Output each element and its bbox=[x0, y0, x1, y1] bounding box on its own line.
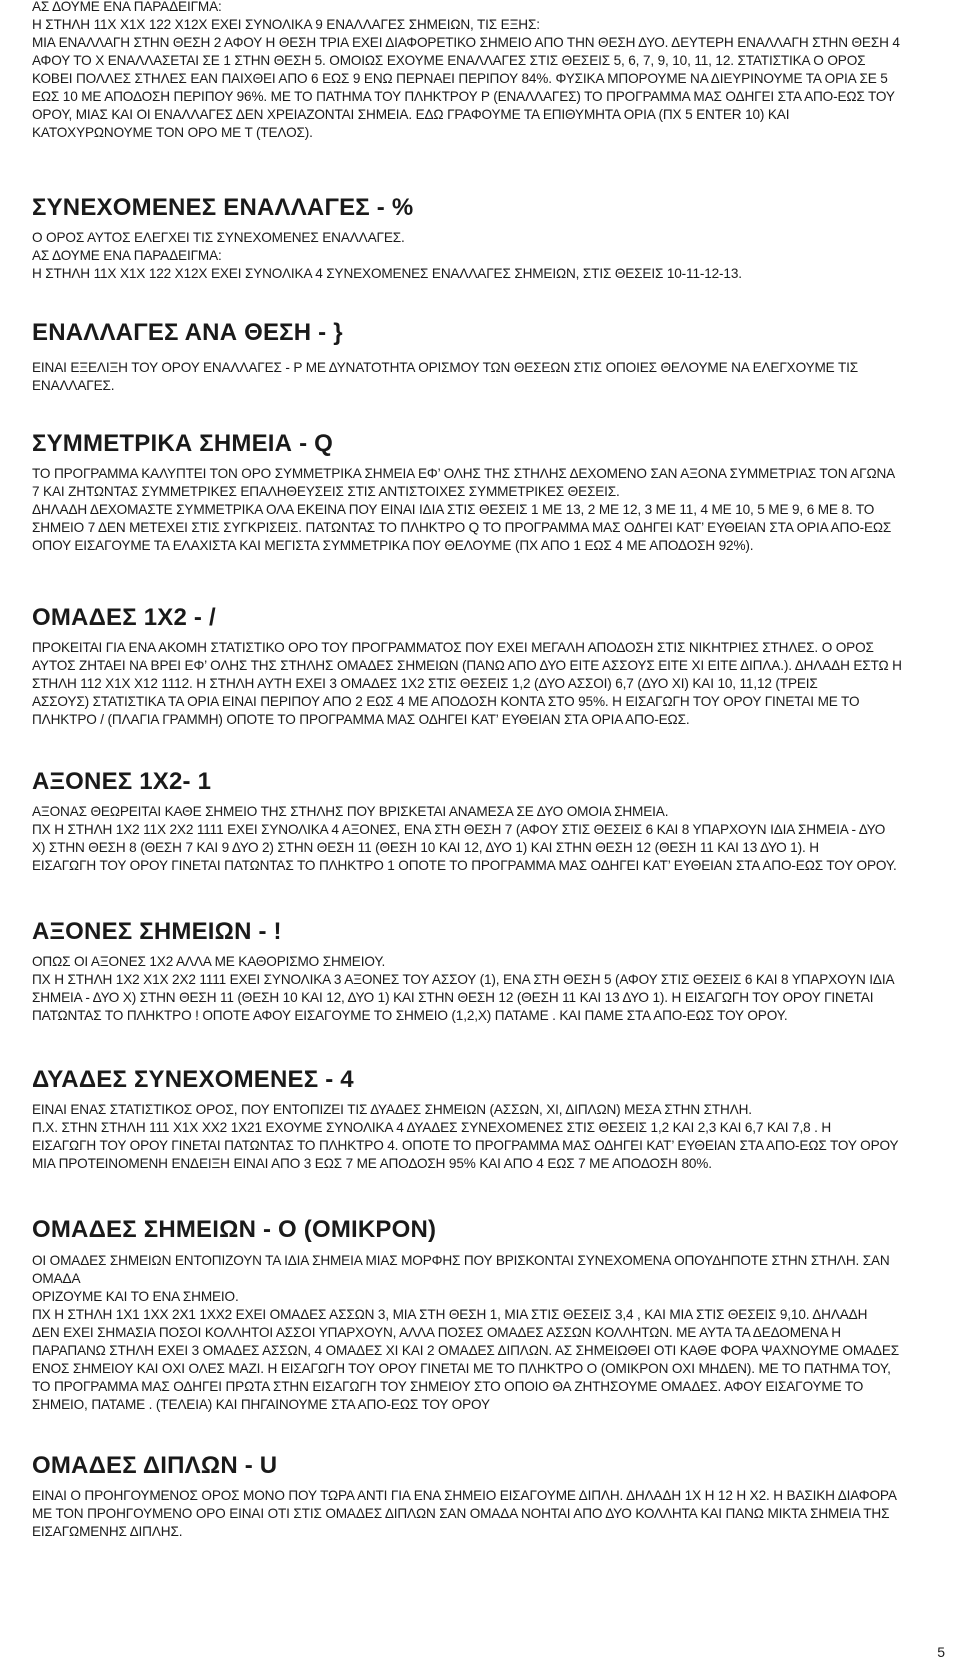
section-body-groups-1x2: ΠΡΟΚΕΙΤΑΙ ΓΙΑ ΕΝΑ ΑΚΟΜΗ ΣΤΑΤΙΣΤΙΚΟ ΟΡΟ ΤΟΥ ΠΡΟΓΡΑΜΜΑΤΟΣ ΠΟΥ ΕΧΕΙ ΜΕΓΑΛΗ ΑΠΟΔΟΣΗ ΣΤΙΣ ΝΙΚΗΤΡΙΕΣ ΣΤΗΛΕΣ. Ο ΟΡΟΣ ΑΥΤΟΣ ΖΗΤΑΕΙ ΝΑ ΒΡΕΙ ΕΦ’ ΟΛΗΣ ΤΗΣ ΣΤΗΛΗΣ ΟΜΑΔΕΣ ΣΗΜΕΙΩΝ (ΠΑΝΩ ΑΠΟ ΔΥΟ ΕΙΤΕ ΑΣΣΟΥΣ ΕΙΤΕ ΧΙ ΕΙΤΕ ΔΙΠΛΑ.). ΔΗΛΑΔΗ ΕΣΤΩ Η ΣΤΗΛΗ 112 Χ1Χ Χ12 1112. Η ΣΤΗΛΗ ΑΥΤΗ ΕΧΕΙ 3 ΟΜΑΔΕΣ 1Χ2 ΣΤΙΣ ΘΕΣΕΙΣ 1,2 (ΔΥΟ ΑΣΣΟΙ) 6,7 (ΔΥΟ ΧΙ) ΚΑΙ 10, 11,12 (ΤΡΕΙΣ ΑΣΣΟΥΣ) ΣΤΑΤΙΣΤΙΚΑ ΤΑ ΟΡΙΑ ΕΙΝΑΙ ΠΕΡΙΠΟΥ ΑΠΟ 2 ΕΩΣ 4 ΜΕ ΑΠΟΔΟΣΗ ΚΟΝΤΑ ΣΤΟ 95%. Η ΕΙΣΑΓΩΓΗ ΤΟΥ ΟΡΟΥ ΓΙΝΕΤΑΙ ΜΕ ΤΟ ΠΛΗΚΤΡΟ / (ΠΛΑΓΙΑ ΓΡΑΜΜΗ) ΟΠΟΤΕ ΤΟ ΠΡΟΓΡΑΜΜΑ ΜΑΣ ΟΔΗΓΕΙ ΚΑΤ’ ΕΥΘΕΙΑΝ ΣΤΑ ΟΡΙΑ ΑΠΟ-ΕΩΣ. bbox=[32, 640, 902, 727]
section-body-sign-axes: ΟΠΩΣ ΟΙ ΑΞΟΝΕΣ 1Χ2 ΑΛΛΑ ΜΕ ΚΑΘΟΡΙΣΜΟ ΣΗΜΕΙΟΥ. ΠΧ Η ΣΤΗΛΗ 1Χ2 Χ1Χ 2Χ2 1111 ΕΧΕΙ ΣΥΝΟΛΙΚΑ 3 ΑΞΟΝΕΣ ΤΟΥ ΑΣΣΟΥ (1), ΕΝΑ ΣΤΗ ΘΕΣΗ 5 (ΑΦΟΥ ΣΤΙΣ ΘΕΣΕΙΣ 6 ΚΑΙ 8 ΥΠΑΡΧΟΥΝ ΙΔΙΑ ΣΗΜΕΙΑ - ΔΥΟ Χ) ΣΤΗΝ ΘΕΣΗ 11 (ΘΕΣΗ 10 ΚΑΙ 12, ΔΥΟ 1) ΚΑΙ ΣΤΗΝ ΘΕΣΗ 12 (ΘΕΣΗ 11 ΚΑΙ 13 ΔΥΟ 1). Η ΕΙΣΑΓΩΓΗ ΤΟΥ ΟΡΟΥ ΓΙΝΕΤΑΙ ΠΑΤΩΝΤΑΣ ΤΟ ΠΛΗΚΤΡΟ ! ΟΠΟΤΕ ΑΦΟΥ ΕΙΣΑΓΟΥΜΕ ΤΟ ΣΗΜΕΙΟ (1,2,Χ) ΠΑΤΑΜΕ . ΚΑΙ ΠΑΜΕ ΣΤΑ ΑΠΟ-ΕΩΣ ΤΟΥ ΟΡΟΥ. bbox=[32, 954, 895, 1023]
page-number: 5 bbox=[937, 1644, 945, 1660]
section-heading-symmetric-signs: ΣΥΜΜΕΤΡΙΚΑ ΣΗΜΕΙΑ - Q bbox=[32, 430, 334, 457]
section-heading-continuous-alternations: ΣΥΝΕΧΟΜΕΝΕΣ ΕΝΑΛΛΑΓΕΣ - % bbox=[32, 194, 414, 221]
section-heading-alternations-per-position: ΕΝΑΛΛΑΓΕΣ ΑΝΑ ΘΕΣΗ - } bbox=[32, 319, 343, 346]
section-body-consecutive-pairs: ΕΙΝΑΙ ΕΝΑΣ ΣΤΑΤΙΣΤΙΚΟΣ ΟΡΟΣ, ΠΟΥ ΕΝΤΟΠΙΖΕΙ ΤΙΣ ΔΥΑΔΕΣ ΣΗΜΕΙΩΝ (ΑΣΣΩΝ, ΧΙ, ΔΙΠΛΩΝ) ΜΕΣΑ ΣΤΗΝ ΣΤΗΛΗ. Π.Χ. ΣΤΗΝ ΣΤΗΛΗ 111 Χ1Χ ΧΧ2 1Χ21 ΕΧΟΥΜΕ ΣΥΝΟΛΙΚΑ 4 ΔΥΑΔΕΣ ΣΥΝΕΧΟΜΕΝΕΣ ΣΤΙΣ ΘΕΣΕΙΣ 1,2 ΚΑΙ 2,3 ΚΑΙ 6,7 ΚΑΙ 7,8 . Η ΕΙΣΑΓΩΓΗ ΤΟΥ ΟΡΟΥ ΓΙΝΕΤΑΙ ΠΑΤΩΝΤΑΣ ΤΟ ΠΛΗΚΤΡΟ 4. ΟΠΟΤΕ ΤΟ ΠΡΟΓΡΑΜΜΑ ΜΑΣ ΟΔΗΓΕΙ ΚΑΤ’ ΕΥΘΕΙΑΝ ΣΤΑ ΑΠΟ-ΕΩΣ ΤΟΥ ΟΡΟΥ ΜΙΑ ΠΡΟΤΕΙΝΟΜΕΝΗ ΕΝΔΕΙΞΗ ΕΙΝΑΙ ΑΠΟ 3 ΕΩΣ 7 ΜΕ ΑΠΟΔΟΣΗ 95% ΚΑΙ ΑΠΟ 4 ΕΩΣ 7 ΜΕ ΑΠΟΔΟΣΗ 80%. bbox=[32, 1102, 899, 1171]
section-body-symmetric-signs: ΤΟ ΠΡΟΓΡΑΜΜΑ ΚΑΛΥΠΤΕΙ ΤΟΝ ΟΡΟ ΣΥΜΜΕΤΡΙΚΑ ΣΗΜΕΙΑ ΕΦ’ ΟΛΗΣ ΤΗΣ ΣΤΗΛΗΣ ΔΕΧΟΜΕΝΟ ΣΑΝ ΑΞΟΝΑ ΣΥΜΜΕΤΡΙΑΣ ΤΟΝ ΑΓΩΝΑ 7 ΚΑΙ ΖΗΤΩΝΤΑΣ ΣΥΜΜΕΤΡΙΚΕΣ ΕΠΑΛΗΘΕΥΣΕΙΣ ΣΤΙΣ ΑΝΤΙΣΤΟΙΧΕΣ ΣΥΜΜΕΤΡΙΚΕΣ ΘΕΣΕΙΣ. ΔΗΛΑΔΗ ΔΕΧΟΜΑΣΤΕ ΣΥΜΜΕΤΡΙΚΑ ΟΛΑ ΕΚΕΙΝΑ ΠΟΥ ΕΙΝΑΙ ΙΔΙΑ ΣΤΙΣ ΘΕΣΕΙΣ 1 ΜΕ 13, 2 ΜΕ 12, 3 ΜΕ 11, 4 ΜΕ 10, 5 ΜΕ 9, 6 ΜΕ 8. ΤΟ ΣΗΜΕΙΟ 7 ΔΕΝ ΜΕΤΕΧΕΙ ΣΤΙΣ ΣΥΓΚΡΙΣΕΙΣ. ΠΑΤΩΝΤΑΣ ΤΟ ΠΛΗΚΤΡΟ Q ΤΟ ΠΡΟΓΡΑΜΜΑ ΜΑΣ ΟΔΗΓΕΙ ΚΑΤ’ ΕΥΘΕΙΑΝ ΣΤΑ ΟΡΙΑ ΑΠΟ-ΕΩΣ ΟΠΟΥ ΕΙΣΑΓΟΥΜΕ ΤΑ ΕΛΑΧΙΣΤΑ ΚΑΙ ΜΕΓΙΣΤΑ ΣΥΜΜΕΤΡΙΚΑ ΠΟΥ ΘΕΛΟΥΜΕ (ΠΧ ΑΠΟ 1 ΕΩΣ 4 ΜΕ ΑΠΟΔΟΣΗ 92%). bbox=[32, 466, 896, 553]
intro-paragraph: ΑΣ ΔΟΥΜΕ ΕΝΑ ΠΑΡΑΔΕΙΓΜΑ: Η ΣΤΗΛΗ 11Χ Χ1Χ 122 Χ12Χ ΕΧΕΙ ΣΥΝΟΛΙΚΑ 9 ΕΝΑΛΛΑΓΕΣ ΣΗΜΕΙΩΝ, ΤΙΣ ΕΞΗΣ: ΜΙΑ ΕΝΑΛΛΑΓΗ ΣΤΗΝ ΘΕΣΗ 2 ΑΦΟΥ Η ΘΕΣΗ ΤΡΙΑ ΕΧΕΙ ΔΙΑΦΟΡΕΤΙΚΟ ΣΗΜΕΙΟ ΑΠΟ ΤΗΝ ΘΕΣΗ ΔΥΟ. ΔΕΥΤΕΡΗ ΕΝΑΛΛΑΓΗ ΣΤΗΝ ΘΕΣΗ 4 ΑΦΟΥ ΤΟ Χ ΕΝΑΛΛΑΣΕΤΑΙ ΣΕ 1 ΣΤΗΝ ΘΕΣΗ 5. ΟΜΟΙΩΣ ΕΧΟΥΜΕ ΕΝΑΛΛΑΓΕΣ ΣΤΙΣ ΘΕΣΕΙΣ 5, 6, 7, 9, 10, 11, 12. ΣΤΑΤΙΣΤΙΚΑ Ο ΟΡΟΣ ΚΟΒΕΙ ΠΟΛΛΕΣ ΣΤΗΛΕΣ ΕΑΝ ΠΑΙΧΘΕΙ ΑΠΟ 6 ΕΩΣ 9 ΕΝΩ ΠΕΡΝΑΕΙ ΠΕΡΙΠΟΥ 84%. ΦΥΣΙΚΑ ΜΠΟΡΟΥΜΕ ΝΑ ΔΙΕΥΡΙΝΟΥΜΕ ΤΑ ΟΡΙΑ ΣΕ 5 ΕΩΣ 10 ΜΕ ΑΠΟΔΟΣΗ ΠΕΡΙΠΟΥ 96%. ΜΕ ΤΟ ΠΑΤΗΜΑ ΤΟΥ ΠΛΗΚΤΡΟΥ Ρ (ΕΝΑΛΛΑΓΕΣ) ΤΟ ΠΡΟΓΡΑΜΜΑ ΜΑΣ ΟΔΗΓΕΙ ΣΤΑ ΑΠΟ-ΕΩΣ ΤΟΥ ΟΡΟΥ, ΜΙΑΣ ΚΑΙ ΟΙ ΕΝΑΛΛΑΓΕΣ ΔΕΝ ΧΡΕΙΑΖΟΝΤΑΙ ΣΗΜΕΙΑ. ΕΔΩ ΓΡΑΦΟΥΜΕ ΤΑ ΕΠΙΘΥΜΗΤΑ ΟΡΙΑ (ΠΧ 5 ENTER 10) ΚΑΙ ΚΑΤΟΧΥΡΩΝΟΥΜΕ ΤΟΝ ΟΡΟ ΜΕ Τ (ΤΕΛΟΣ). bbox=[32, 0, 900, 140]
section-heading-sign-axes: ΑΞΟΝΕΣ ΣΗΜΕΙΩΝ - ! bbox=[32, 918, 282, 945]
section-body-sign-groups: ΟΙ ΟΜΑΔΕΣ ΣΗΜΕΙΩΝ ΕΝΤΟΠΙΖΟΥΝ ΤΑ ΙΔΙΑ ΣΗΜΕΙΑ ΜΙΑΣ ΜΟΡΦΗΣ ΠΟΥ ΒΡΙΣΚΟΝΤΑΙ ΣΥΝΕΧΟΜΕΝΑ ΟΠΟΥΔΗΠΟΤΕ ΣΤΗΝ ΣΤΗΛΗ. ΣΑΝ ΟΜΑΔΑ ΟΡΙΖΟΥΜΕ ΚΑΙ ΤΟ ΕΝΑ ΣΗΜΕΙΟ. ΠΧ Η ΣΤΗΛΗ 1Χ1 1ΧΧ 2Χ1 1ΧΧ2 ΕΧΕΙ ΟΜΑΔΕΣ ΑΣΣΩΝ 3, ΜΙΑ ΣΤΗ ΘΕΣΗ 1, ΜΙΑ ΣΤΙΣ ΘΕΣΕΙΣ 3,4 , ΚΑΙ ΜΙΑ ΣΤΙΣ ΘΕΣΕΙΣ 9,10. ΔΗΛΑΔΗ ΔΕΝ ΕΧΕΙ ΣΗΜΑΣΙΑ ΠΟΣΟΙ ΚΟΛΛΗΤΟΙ ΑΣΣΟΙ ΥΠΑΡΧΟΥΝ, ΑΛΛΑ ΠΟΣΕΣ ΟΜΑΔΕΣ ΑΣΣΩΝ ΚΟΛΛΗΤΩΝ. ΜΕ ΑΥΤΑ ΤΑ ΔΕΔΟΜΕΝΑ Η ΠΑΡΑΠΑΝΩ ΣΤΗΛΗ ΕΧΕΙ 3 ΟΜΑΔΕΣ ΑΣΣΩΝ, 4 ΟΜΑΔΕΣ ΧΙ ΚΑΙ 2 ΟΜΑΔΕΣ ΔΙΠΛΩΝ. ΑΣ ΣΗΜΕΙΩΘΕΙ ΟΤΙ ΚΑΘΕ ΦΟΡΑ ΨΑΧΝΟΥΜΕ ΟΜΑΔΕΣ ΕΝΟΣ ΣΗΜΕΙΟΥ ΚΑΙ ΟΧΙ ΟΛΕΣ ΜΑΖΙ. Η ΕΙΣΑΓΩΓΗ ΤΟΥ ΟΡΟΥ ΓΙΝΕΤΑΙ ΜΕ ΤΟ ΠΛΗΚΤΡΟ Ο (ΟΜΙΚΡΟΝ ΟΧΙ ΜΗΔΕΝ). ΜΕ ΤΟ ΠΑΤΗΜΑ ΤΟΥ, ΤΟ ΠΡΟΓΡΑΜΜΑ ΜΑΣ ΟΔΗΓΕΙ ΠΡΩΤΑ ΣΤΗΝ ΕΙΣΑΓΩΓΗ ΤΟΥ ΣΗΜΕΙΟΥ ΣΤΟ ΟΠΟΙΟ ΘΑ ΖΗΤΗΣΟΥΜΕ ΟΜΑΔΕΣ. ΑΦΟΥ ΕΙΣΑΓΟΥΜΕ ΤΟ ΣΗΜΕΙΟ, ΠΑΤΑΜΕ . (ΤΕΛΕΙΑ) ΚΑΙ ΠΗΓΑΙΝΟΥΜΕ ΣΤΑ ΑΠΟ-ΕΩΣ ΤΟΥ ΟΡΟΥ bbox=[32, 1253, 900, 1412]
section-heading-axes-1x2: ΑΞΟΝΕΣ 1Χ2- 1 bbox=[32, 768, 212, 795]
section-body-axes-1x2: ΑΞΟΝΑΣ ΘΕΩΡΕΙΤΑΙ ΚΑΘΕ ΣΗΜΕΙΟ ΤΗΣ ΣΤΗΛΗΣ ΠΟΥ ΒΡΙΣΚΕΤΑΙ ΑΝΑΜΕΣΑ ΣΕ ΔΥΟ ΟΜΟΙΑ ΣΗΜΕΙΑ. ΠΧ Η ΣΤΗΛΗ 1Χ2 11Χ 2Χ2 1111 ΕΧΕΙ ΣΥΝΟΛΙΚΑ 4 ΑΞΟΝΕΣ, ΕΝΑ ΣΤΗ ΘΕΣΗ 7 (ΑΦΟΥ ΣΤΙΣ ΘΕΣΕΙΣ 6 ΚΑΙ 8 ΥΠΑΡΧΟΥΝ ΙΔΙΑ ΣΗΜΕΙΑ - ΔΥΟ Χ) ΣΤΗΝ ΘΕΣΗ 8 (ΘΕΣΗ 7 ΚΑΙ 9 ΔΥΟ 2) ΣΤΗΝ ΘΕΣΗ 11 (ΘΕΣΗ 10 ΚΑΙ 12, ΔΥΟ 1) ΚΑΙ ΣΤΗΝ ΘΕΣΗ 12 (ΘΕΣΗ 11 ΚΑΙ 13 ΔΥΟ 1). Η ΕΙΣΑΓΩΓΗ ΤΟΥ ΟΡΟΥ ΓΙΝΕΤΑΙ ΠΑΤΩΝΤΑΣ ΤΟ ΠΛΗΚΤΡΟ 1 ΟΠΟΤΕ ΤΟ ΠΡΟΓΡΑΜΜΑ ΜΑΣ ΟΔΗΓΕΙ ΚΑΤ’ ΕΥΘΕΙΑΝ ΣΤΑ ΑΠΟ-ΕΩΣ ΤΟΥ ΟΡΟΥ. bbox=[32, 804, 897, 873]
section-heading-double-groups: ΟΜΑΔΕΣ ΔΙΠΛΩΝ - U bbox=[32, 1452, 278, 1479]
section-body-alternations-per-position: ΕΙΝΑΙ ΕΞΕΛΙΞΗ ΤΟΥ ΟΡΟΥ ΕΝΑΛΛΑΓΕΣ - Ρ ΜΕ ΔΥΝΑΤΟΤΗΤΑ ΟΡΙΣΜΟΥ ΤΩΝ ΘΕΣΕΩΝ ΣΤΙΣ ΟΠΟΙΕΣ ΘΕΛΟΥΜΕ ΝΑ ΕΛΕΓΧΟΥΜΕ ΤΙΣ ΕΝΑΛΛΑΓΕΣ. bbox=[32, 360, 858, 393]
section-body-continuous-alternations: Ο ΟΡΟΣ ΑΥΤΟΣ ΕΛΕΓΧΕΙ ΤΙΣ ΣΥΝΕΧΟΜΕΝΕΣ ΕΝΑΛΛΑΓΕΣ. ΑΣ ΔΟΥΜΕ ΕΝΑ ΠΑΡΑΔΕΙΓΜΑ: Η ΣΤΗΛΗ 11Χ Χ1Χ 122 Χ12Χ ΕΧΕΙ ΣΥΝΟΛΙΚΑ 4 ΣΥΝΕΧΟΜΕΝΕΣ ΕΝΑΛΛΑΓΕΣ ΣΗΜΕΙΩΝ, ΣΤΙΣ ΘΕΣΕΙΣ 10-11-12-13. bbox=[32, 230, 742, 281]
section-body-double-groups: ΕΙΝΑΙ Ο ΠΡΟΗΓΟΥΜΕΝΟΣ ΟΡΟΣ ΜΟΝΟ ΠΟΥ ΤΩΡΑ ΑΝΤΙ ΓΙΑ ΕΝΑ ΣΗΜΕΙΟ ΕΙΣΑΓΟΥΜΕ ΔΙΠΛΗ. ΔΗΛΑΔΗ 1Χ Η 12 Η Χ2. Η ΒΑΣΙΚΗ ΔΙΑΦΟΡΑ ΜΕ ΤΟΝ ΠΡΟΗΓΟΥΜΕΝΟ ΟΡΟ ΕΙΝΑΙ ΟΤΙ ΣΤΙΣ ΟΜΑΔΕΣ ΔΙΠΛΩΝ ΣΑΝ ΟΜΑΔΑ ΝΟΗΤΑΙ ΑΠΟ ΔΥΟ ΚΟΛΛΗΤΑ ΚΑΙ ΠΑΝΩ ΜΙΚΤΑ ΣΗΜΕΙΑ ΤΗΣ ΕΙΣΑΓΩΜΕΝΗΣ ΔΙΠΛΗΣ. bbox=[32, 1488, 897, 1539]
section-heading-groups-1x2: ΟΜΑΔΕΣ 1Χ2 - / bbox=[32, 604, 216, 631]
section-heading-consecutive-pairs: ΔΥΑΔΕΣ ΣΥΝΕΧΟΜΕΝΕΣ - 4 bbox=[32, 1066, 354, 1093]
section-heading-sign-groups: ΟΜΑΔΕΣ ΣΗΜΕΙΩΝ - Ο (ΟΜΙΚΡΟΝ) bbox=[32, 1216, 437, 1243]
